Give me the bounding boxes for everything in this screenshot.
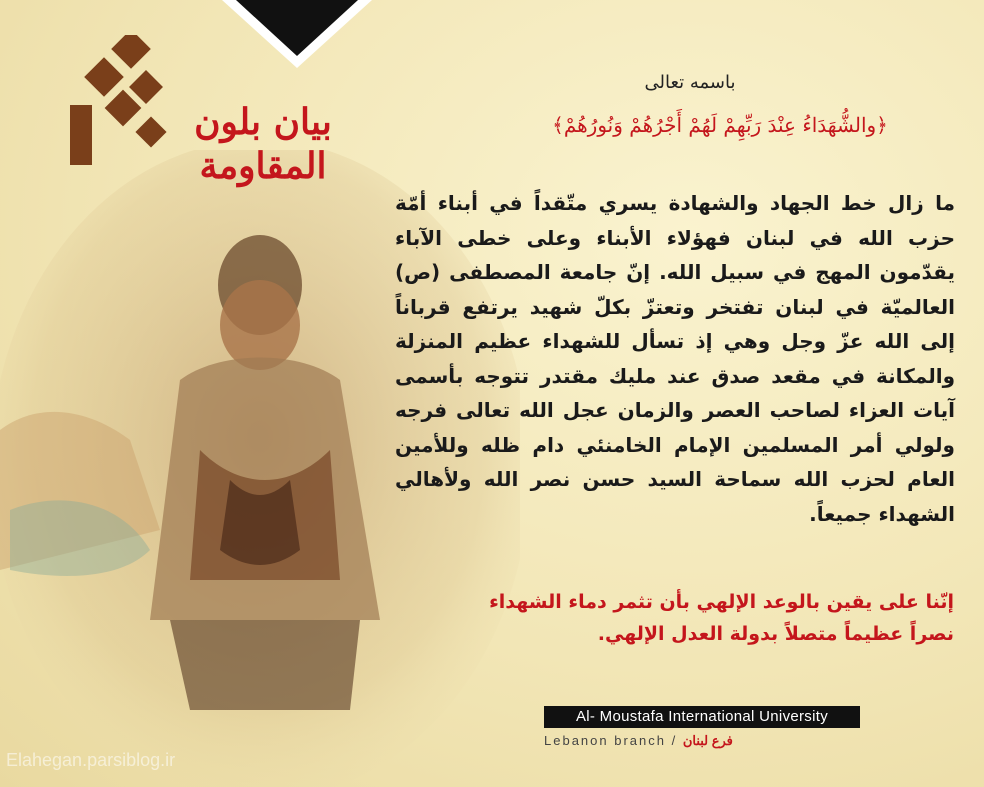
header-bismihi: باسمه تعالى: [644, 72, 736, 93]
closing-statement: إنّنا على يقين بالوعد الإلهي بأن تثمر دماء الشهداء نصراً عظيماً متصلاً بدولة العدل الإلهي.: [489, 591, 954, 645]
branch-english: Lebanon branch /: [544, 733, 678, 748]
quran-verse: ﴿والشُّهَدَاءُ عِنْدَ رَبِّهِمْ لَهُمْ أَجْرُهُمْ وَنُورُهُمْ﴾: [552, 113, 888, 137]
watermark: Elahegan.parsiblog.ir: [6, 750, 176, 770]
university-name: Al- Moustafa International University: [544, 706, 860, 728]
branch-arabic: فرع لبنان: [682, 733, 733, 748]
brand-title-line1: بيان بلون: [194, 101, 332, 143]
brand-title: [178, 100, 348, 188]
mourning-ribbon-icon: [222, 0, 372, 70]
branch-line: [544, 733, 860, 749]
al-moustafa-logo: [62, 35, 172, 175]
body-text: ما زال خط الجهاد والشهادة يسري متّقداً في أبناء أمّة حزب الله في لبنان فهؤلاء الأبناء وعلى خطى الآباء يقدّمون المهج في سبيل الله. إنّ جامعة المصطفى (ص) العالميّة في لبنان تفتخر وتعتزّ بكلّ شهيد يرتفع قرباناً إلى الله عزّ وجل وهي إذ تسأل للشهداء عظيم المنزلة والمكانة في مقعد صدق عند مليك مقتدر تتوجه بأسمى آيات العزاء لصاحب العصر والزمان عجل الله تعالى فرجه ولولي أمر المسلمين الإمام الخامنئي دام ظله وللأمين العام لحزب الله سماحة السيد حسن نصر الله ولأهالي الشهداء جميعاً.: [395, 191, 955, 526]
brand-title-line2: المقاومة: [199, 145, 327, 187]
